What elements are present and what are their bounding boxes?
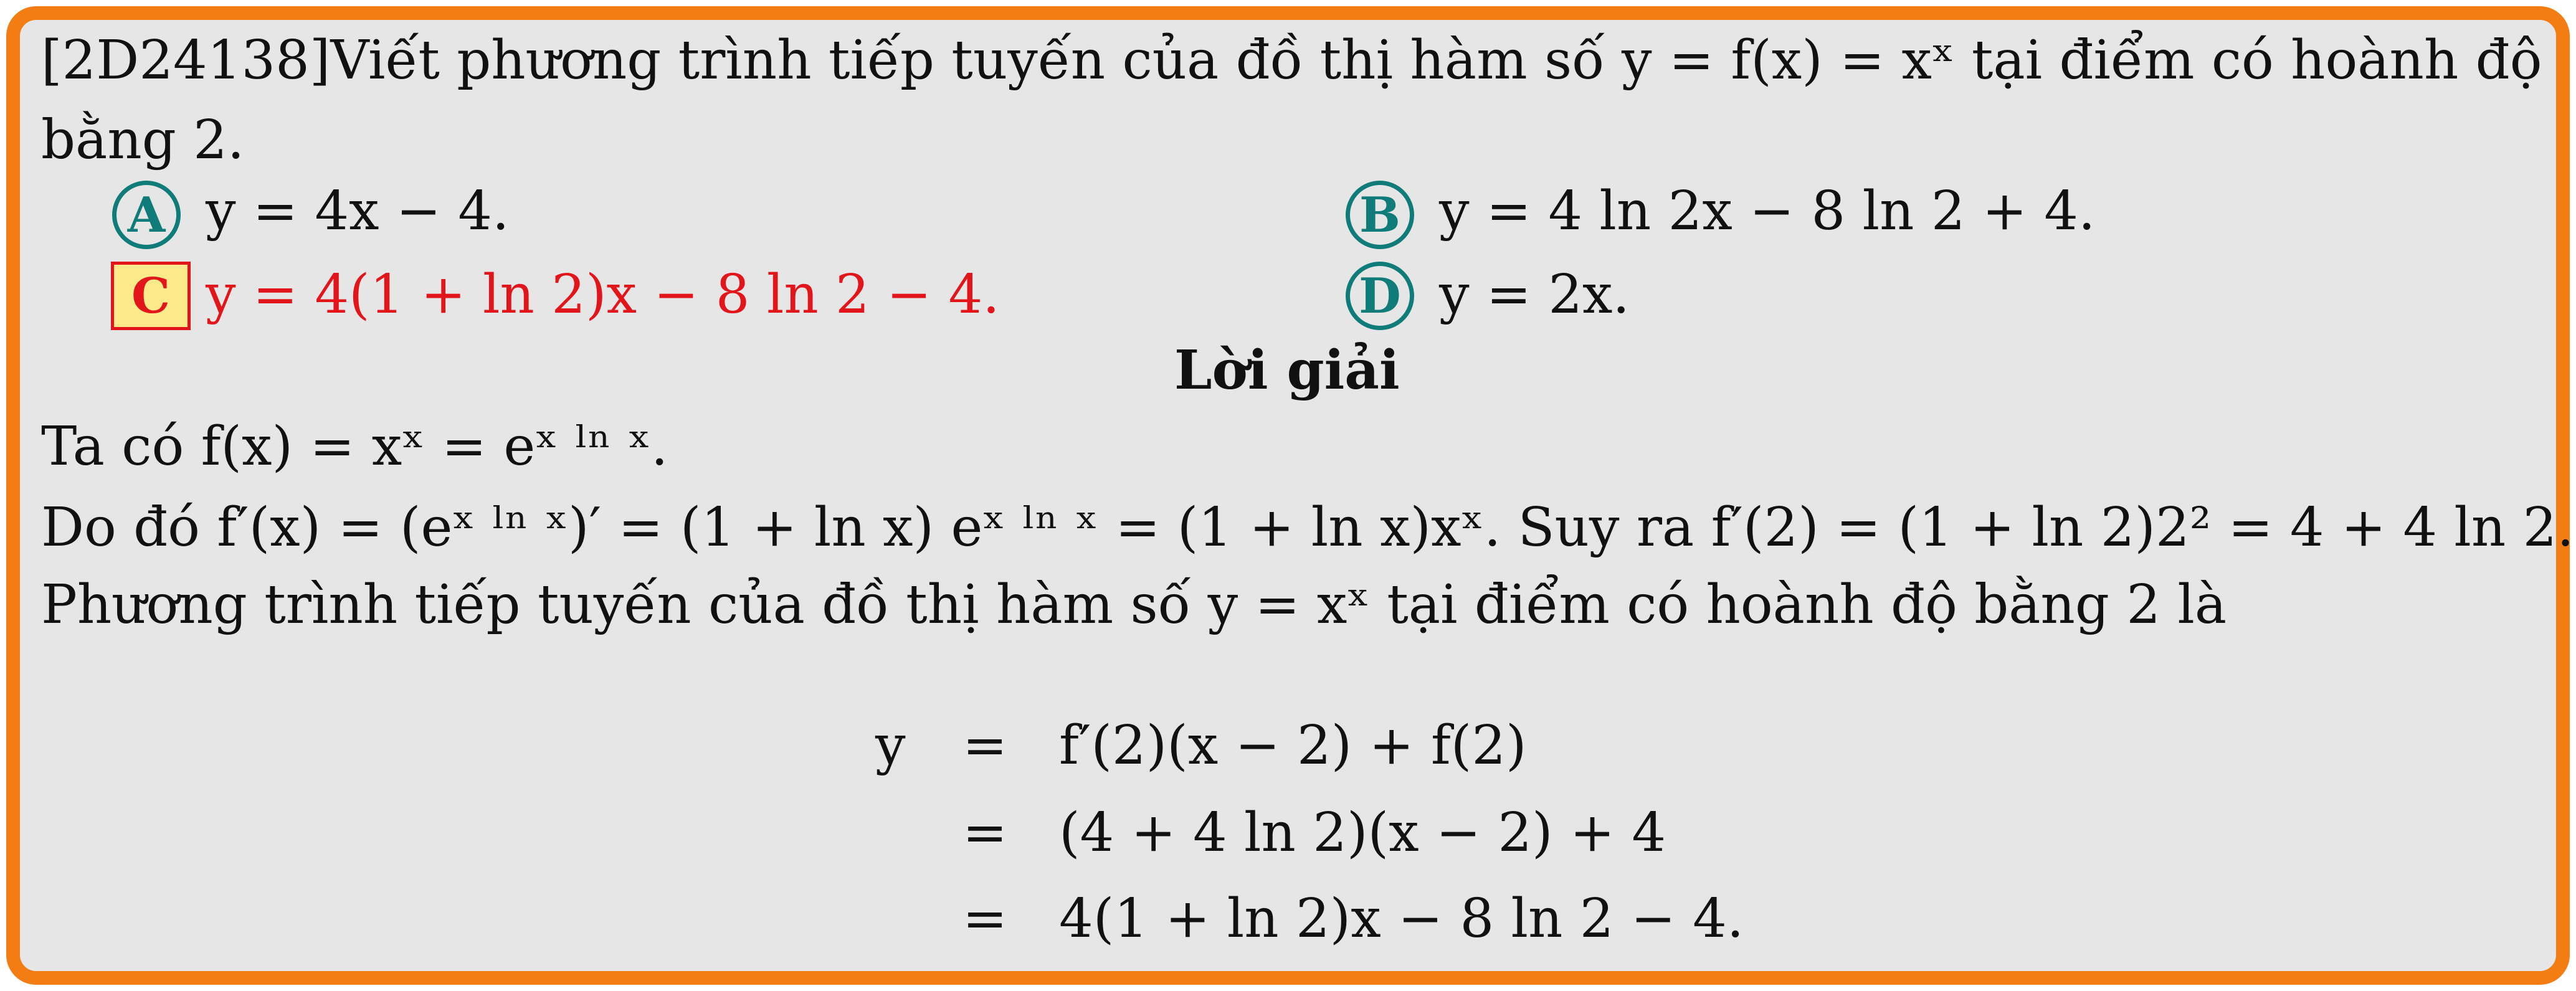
option-a-badge[interactable]: A <box>112 181 181 249</box>
equation-row-1-op: = <box>962 714 1008 777</box>
solution-line-2: Do đó f′(x) = (eˣ ˡⁿ ˣ)′ = (1 + ln x) eˣ ˡⁿ ˣ = (1 + ln x)xˣ. Suy ra f′(2) = (1 + ln 2)2² = 4 + 4 ln 2. <box>41 496 2574 559</box>
question-line-2: bằng 2. <box>41 109 245 171</box>
option-d-text[interactable]: y = 2x. <box>1439 263 1630 326</box>
equation-row-3-rhs: 4(1 + ln 2)x − 8 ln 2 − 4. <box>1059 888 1744 950</box>
equation-row-3-op: = <box>962 888 1008 950</box>
solution-title: Lời giải <box>1174 339 1400 402</box>
equation-row-2-op: = <box>962 802 1008 864</box>
option-b-text[interactable]: y = 4 ln 2x − 8 ln 2 + 4. <box>1439 180 2096 242</box>
equation-row-2-rhs: (4 + 4 ln 2)(x − 2) + 4 <box>1059 802 1666 864</box>
option-b-badge[interactable]: B <box>1346 181 1414 249</box>
option-c-badge-correct[interactable]: C <box>111 262 191 330</box>
option-c-text[interactable]: y = 4(1 + ln 2)x − 8 ln 2 − 4. <box>206 263 1000 326</box>
equation-row-1-rhs: f′(2)(x − 2) + f(2) <box>1059 714 1527 777</box>
option-d-badge[interactable]: D <box>1346 262 1414 330</box>
question-line-1: [2D24138]Viết phương trình tiếp tuyến của đồ thị hàm số y = f(x) = xˣ tại điểm có hoành độ <box>41 29 2542 92</box>
solution-line-1: Ta có f(x) = xˣ = eˣ ˡⁿ ˣ. <box>41 415 668 478</box>
option-a-text[interactable]: y = 4x − 4. <box>206 180 510 242</box>
equation-lhs: y <box>875 714 906 777</box>
solution-line-3: Phương trình tiếp tuyến của đồ thị hàm số y = xˣ tại điểm có hoành độ bằng 2 là <box>41 574 2227 636</box>
